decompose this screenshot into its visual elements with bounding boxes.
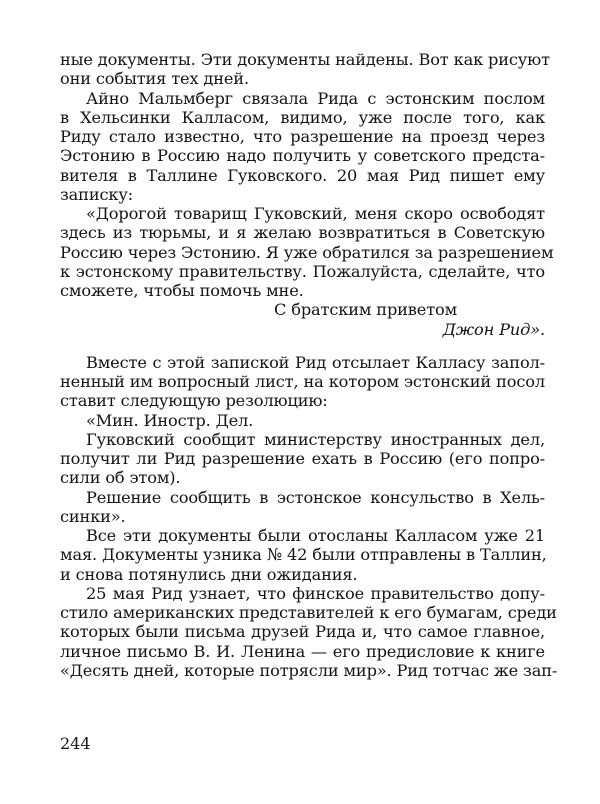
text-line: Все эти документы были отосланы Калласом уже 21 — [86, 526, 545, 545]
quote-line: Россию через Эстонию. Я уже обратился за разрешением — [60, 242, 554, 262]
quote-line: «Мин. Иностр. Дел. — [86, 410, 254, 430]
text-line: вителя в Таллине Гуковского. 20 мая Рид пишет ему — [60, 165, 545, 185]
text-line: в Хельсинки Калласом, видимо, уже после того, как — [60, 107, 545, 127]
text-line: Вместе с этой запиской Рид отсылает Калласу запол- — [86, 352, 545, 372]
quote-line: здесь из тюрьмы, и я желаю возвратиться в Советскую — [60, 223, 545, 243]
text-line: Эстонию в Россию надо получить у советского предста- — [60, 146, 545, 166]
text-line: Риду стало известно, что разрешение на проезд через — [60, 127, 545, 146]
letter-closing: С братским приветом — [274, 300, 458, 320]
text-line: которых были письма друзей Рида и, что самое главное, — [60, 622, 545, 642]
text-line: мая. Документы узника № 42 были отправлены в Таллин, — [60, 545, 547, 565]
quote-line: к эстонскому правительству. Пожалуйста, сделайте, что — [60, 261, 545, 281]
page-number: 244 — [60, 734, 91, 753]
text-line: Айно Мальмберг связала Рида с эстонским послом — [86, 88, 545, 108]
quote-line: сможете, чтобы помочь мне. — [60, 281, 304, 300]
text-line: 25 мая Рид узнает, что финское правительство допу- — [86, 583, 545, 603]
text-line: и снова потянулись дни ожидания. — [60, 564, 358, 584]
text-line: ненный им вопросный лист, на котором эстонский посол — [60, 372, 545, 391]
quote-line: «Дорогой товарищ Гуковский, меня скоро освободят — [86, 204, 545, 223]
text-line: ставит следующую резолюцию: — [60, 391, 328, 411]
text-line: они события тех дней. — [60, 69, 249, 89]
text-line: «Десять дней, которые потрясли мир». Рид тотчас же зап- — [60, 660, 558, 680]
text-line: записку: — [60, 184, 134, 204]
quote-line: синки». — [60, 506, 126, 526]
text-line: ные документы. Эти документы найдены. Вот как рисуют — [60, 50, 550, 69]
quote-line: Гуковский сообщит министерству иностранных дел, — [86, 429, 545, 449]
quote-line: получит ли Рид разрешение ехать в Россию (его попро- — [60, 449, 545, 468]
text-line: стило американских представителей к его бумагам, среди — [60, 603, 557, 622]
text-line: личное письмо В. И. Ленина — его предисловие к книге — [60, 641, 545, 661]
quote-line: Решение сообщить в эстонское консульство в Хель- — [86, 487, 545, 507]
letter-signature: Джон Рид». — [442, 319, 545, 339]
quote-line: сили об этом). — [60, 468, 181, 488]
